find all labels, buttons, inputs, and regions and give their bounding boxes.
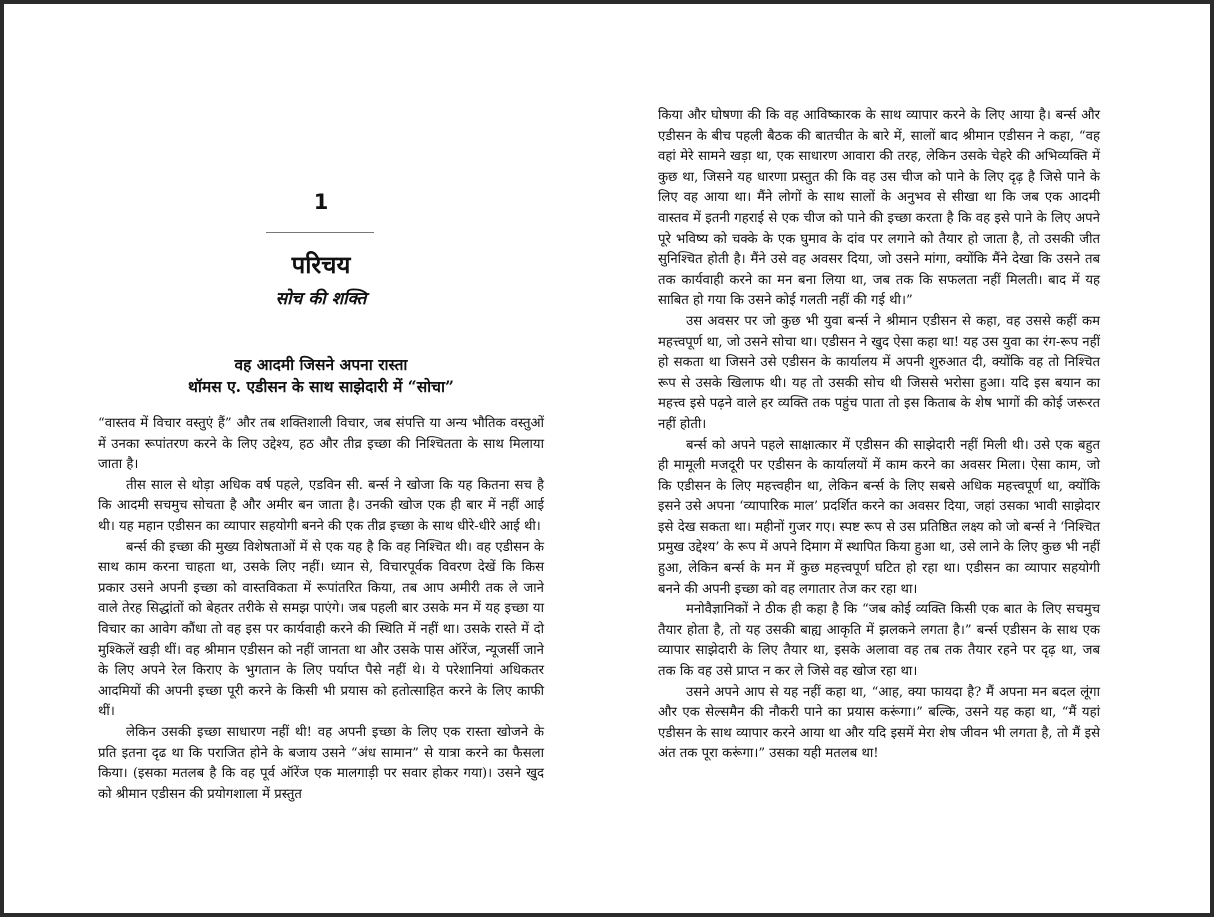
chapter-title: परिचय xyxy=(291,250,351,279)
paragraph: लेकिन उसकी इच्छा साधारण नहीं थी! वह अपनी इच्छा के लिए एक रास्ता खोजने के प्रति इतना दृढ था कि पराजित होने के बजाय उसने “अंध सामान” से यात्रा करने का फैसला किया। (इसका मतलब है कि वह पूर्व ऑरेंज एक मालगाड़ी पर सवार होकर गया)। उसने खुद को श्रीमान एडीसन की प्रयोगशाला में प्रस्तुत xyxy=(98,724,544,802)
left-page xyxy=(98,4,544,913)
right-page xyxy=(658,4,1100,913)
chapter-divider xyxy=(266,232,374,233)
paragraph: उस अवसर पर जो कुछ भी युवा बर्न्स ने श्रीमान एडीसन से कहा, वह उससे कहीं कम महत्त्वपूर्ण था, जो उसने सोचा था। एडीसन ने खुद ऐसा कहा था! यह उस युवा का रंग-रूप नहीं हो सकता था जिसने उसे एडीसन के कार्यालय में अपनी शुरुआत दी, क्योंकि वह तो निश्चित रूप से उसके खिलाफ थी। यह तो उसकी सोच थी जिससे भरोसा हुआ। यदि इस बयान का महत्त्व इसे पढ़ने वाले हर व्यक्ति तक पहुंच पाता तो इस किताब के शेष भागों की कोई जरूरत नहीं होती। xyxy=(658,313,1100,432)
section-heading xyxy=(98,354,544,398)
chapter-number: 1 xyxy=(313,190,329,214)
right-body-text xyxy=(658,106,1100,765)
section-heading-line-1: वह आदमी जिसने अपना रास्ता xyxy=(234,355,408,374)
paragraph: “वास्तव में विचार वस्तुएं हैं” और तब शक्तिशाली विचार, जब संपत्ति या अन्य भौतिक वस्तुओं में उनका रूपांतरण करने के लिए उद्देश्य, हठ और तीव्र इच्छा की निश्चितता के साथ मिलाया जाता है। xyxy=(98,416,544,473)
chapter-subtitle: सोच की शक्ति xyxy=(275,289,367,309)
paragraph: बर्न्स की इच्छा की मुख्य विशेषताओं में से एक यह है कि वह निश्चित थी। वह एडीसन के साथ काम करना चाहता था, उसके लिए नहीं। ध्यान से, विचारपूर्वक विवरण देखें कि किस प्रकार उसने अपनी इच्छा को वास्तविकता में रूपांतरित किया, तब आप अमीरी तक ले जाने वाले तेरह सिद्धांतों को बेहतर तरीके से समझ पाएंगे। जब पहली बार उसके मन में यह इच्छा या विचार का आवेग कौंधा तो वह इस पर कार्यवाही करने की स्थिति में नहीं था। उसके रास्ते में दो मुश्किलें खड़ी थीं। वह श्रीमान एडीसन को नहीं जानता था और उसके पास ऑरेंज, न्यूजर्सी जाने के लिए अपने रेल किराए के भुगतान के लिए पर्याप्त पैसे नहीं थे। ये परेशानियां अधिकतर आदमियों की अपनी इच्छा पूरी करने के किसी भी प्रयास को हतोत्साहित करने के लिए काफी थीं। xyxy=(98,539,544,720)
section-heading-line-2: थॉमस ए. एडीसन के साथ साझेदारी में “सोचा” xyxy=(188,377,454,396)
left-body-text xyxy=(98,414,544,805)
paragraph: तीस साल से थोड़ा अधिक वर्ष पहले, एडविन सी. बर्न्स ने खोजा कि यह कितना सच है कि आदमी सचमुच सोचता है और अमीर बन जाता है। उनकी खोज एक ही बार में नहीं आई थी। यह महान एडीसन का व्यापार सहयोगी बनने की एक तीव्र इच्छा के साथ धीरे-धीरे आई थी। xyxy=(98,477,544,534)
paragraph: किया और घोषणा की कि वह आविष्कारक के साथ व्यापार करने के लिए आया है। बर्न्स और एडीसन के बीच पहली बैठक की बातचीत के बारे में, सालों बाद श्रीमान एडीसन ने कहा, “वह वहां मेरे सामने खड़ा था, एक साधारण आवारा की तरह, लेकिन उसके चेहरे की अभिव्यक्ति में कुछ था, जिसने यह धारणा प्रस्तुत की कि वह उस चीज को पाने के लिए दृढ़ है जिसे पाने के लिए वह आया था। मैंने लोगों के साथ सालों के अनुभव से सीखा था कि जब एक आदमी वास्तव में इतनी गहराई से एक चीज को पाने की इच्छा करता है कि वह इसे पाने के लिए अपने पूरे भविष्य को चक्के के एक घुमाव के दांव पर लगाने को तैयार हो जाता है, तो उसकी जीत सुनिश्चित होती है। मैंने उसे वह अवसर दिया, जो उसने मांगा, क्योंकि मैंने देखा कि उसने तब तक कार्यवाही करने का मन बना लिया था, जब तक कि सफलता नहीं मिलती। बाद में यह साबित हो गया कि उसने कोई गलती नहीं की गई थी।” xyxy=(658,108,1100,309)
paragraph: बर्न्स को अपने पहले साक्षात्कार में एडीसन की साझेदारी नहीं मिली थी। उसे एक बहुत ही मामूली मजदूरी पर एडीसन के कार्यालयों में काम करने का अवसर मिला। ऐसा काम, जो कि एडीसन के लिए महत्त्वहीन था, लेकिन बर्न्स के लिए सबसे अधिक महत्त्वपूर्ण था, क्योंकि इसने उसे अपना ‘व्यापारिक माल’ प्रदर्शित करने का अवसर दिया, जहां उसका भावी साझेदार इसे देख सकता था। महीनों गुजर गए। स्पष्ट रूप से उस प्रतिष्ठित लक्ष्य को जो बर्न्स ने ‘निश्चित प्रमुख उद्देश्य’ के रूप में अपने दिमाग में स्थापित किया हुआ था, उसे लाने के लिए कुछ भी नहीं हुआ, लेकिन बर्न्स के मन में कुछ महत्त्वपूर्ण घटित हो रहा था। एडीसन का व्यापार सहयोगी बनने की अपनी इच्छा को वह लगातार तेज कर रहा था। xyxy=(658,437,1100,597)
paragraph: उसने अपने आप से यह नहीं कहा था, “आह, क्या फायदा है? मैं अपना मन बदल लूंगा और एक सेल्समैन की नौकरी पाने का प्रयास करूंगा।” बल्कि, उसने यह कहा था, “मैं यहां एडीसन के साथ व्यापार करने आया था और यदि इसमें मेरा शेष जीवन भी लगता है, तो मैं इसे अंत तक पूरा करूंगा।” उसका यही मतलब था! xyxy=(658,684,1100,762)
paragraph: मनोवैज्ञानिकों ने ठीक ही कहा है कि “जब कोई व्यक्ति किसी एक बात के लिए सचमुच तैयार होता है, तो यह उसकी बाह्य आकृति में झलकने लगता है।” बर्न्स एडीसन के साथ एक व्यापार साझेदारी के लिए तैयार था, इसके अलावा वह तब तक तैयार रहने पर दृढ़ था, जब तक कि वह उसे प्राप्त न कर ले जिसे वह खोज रहा था। xyxy=(658,602,1100,680)
